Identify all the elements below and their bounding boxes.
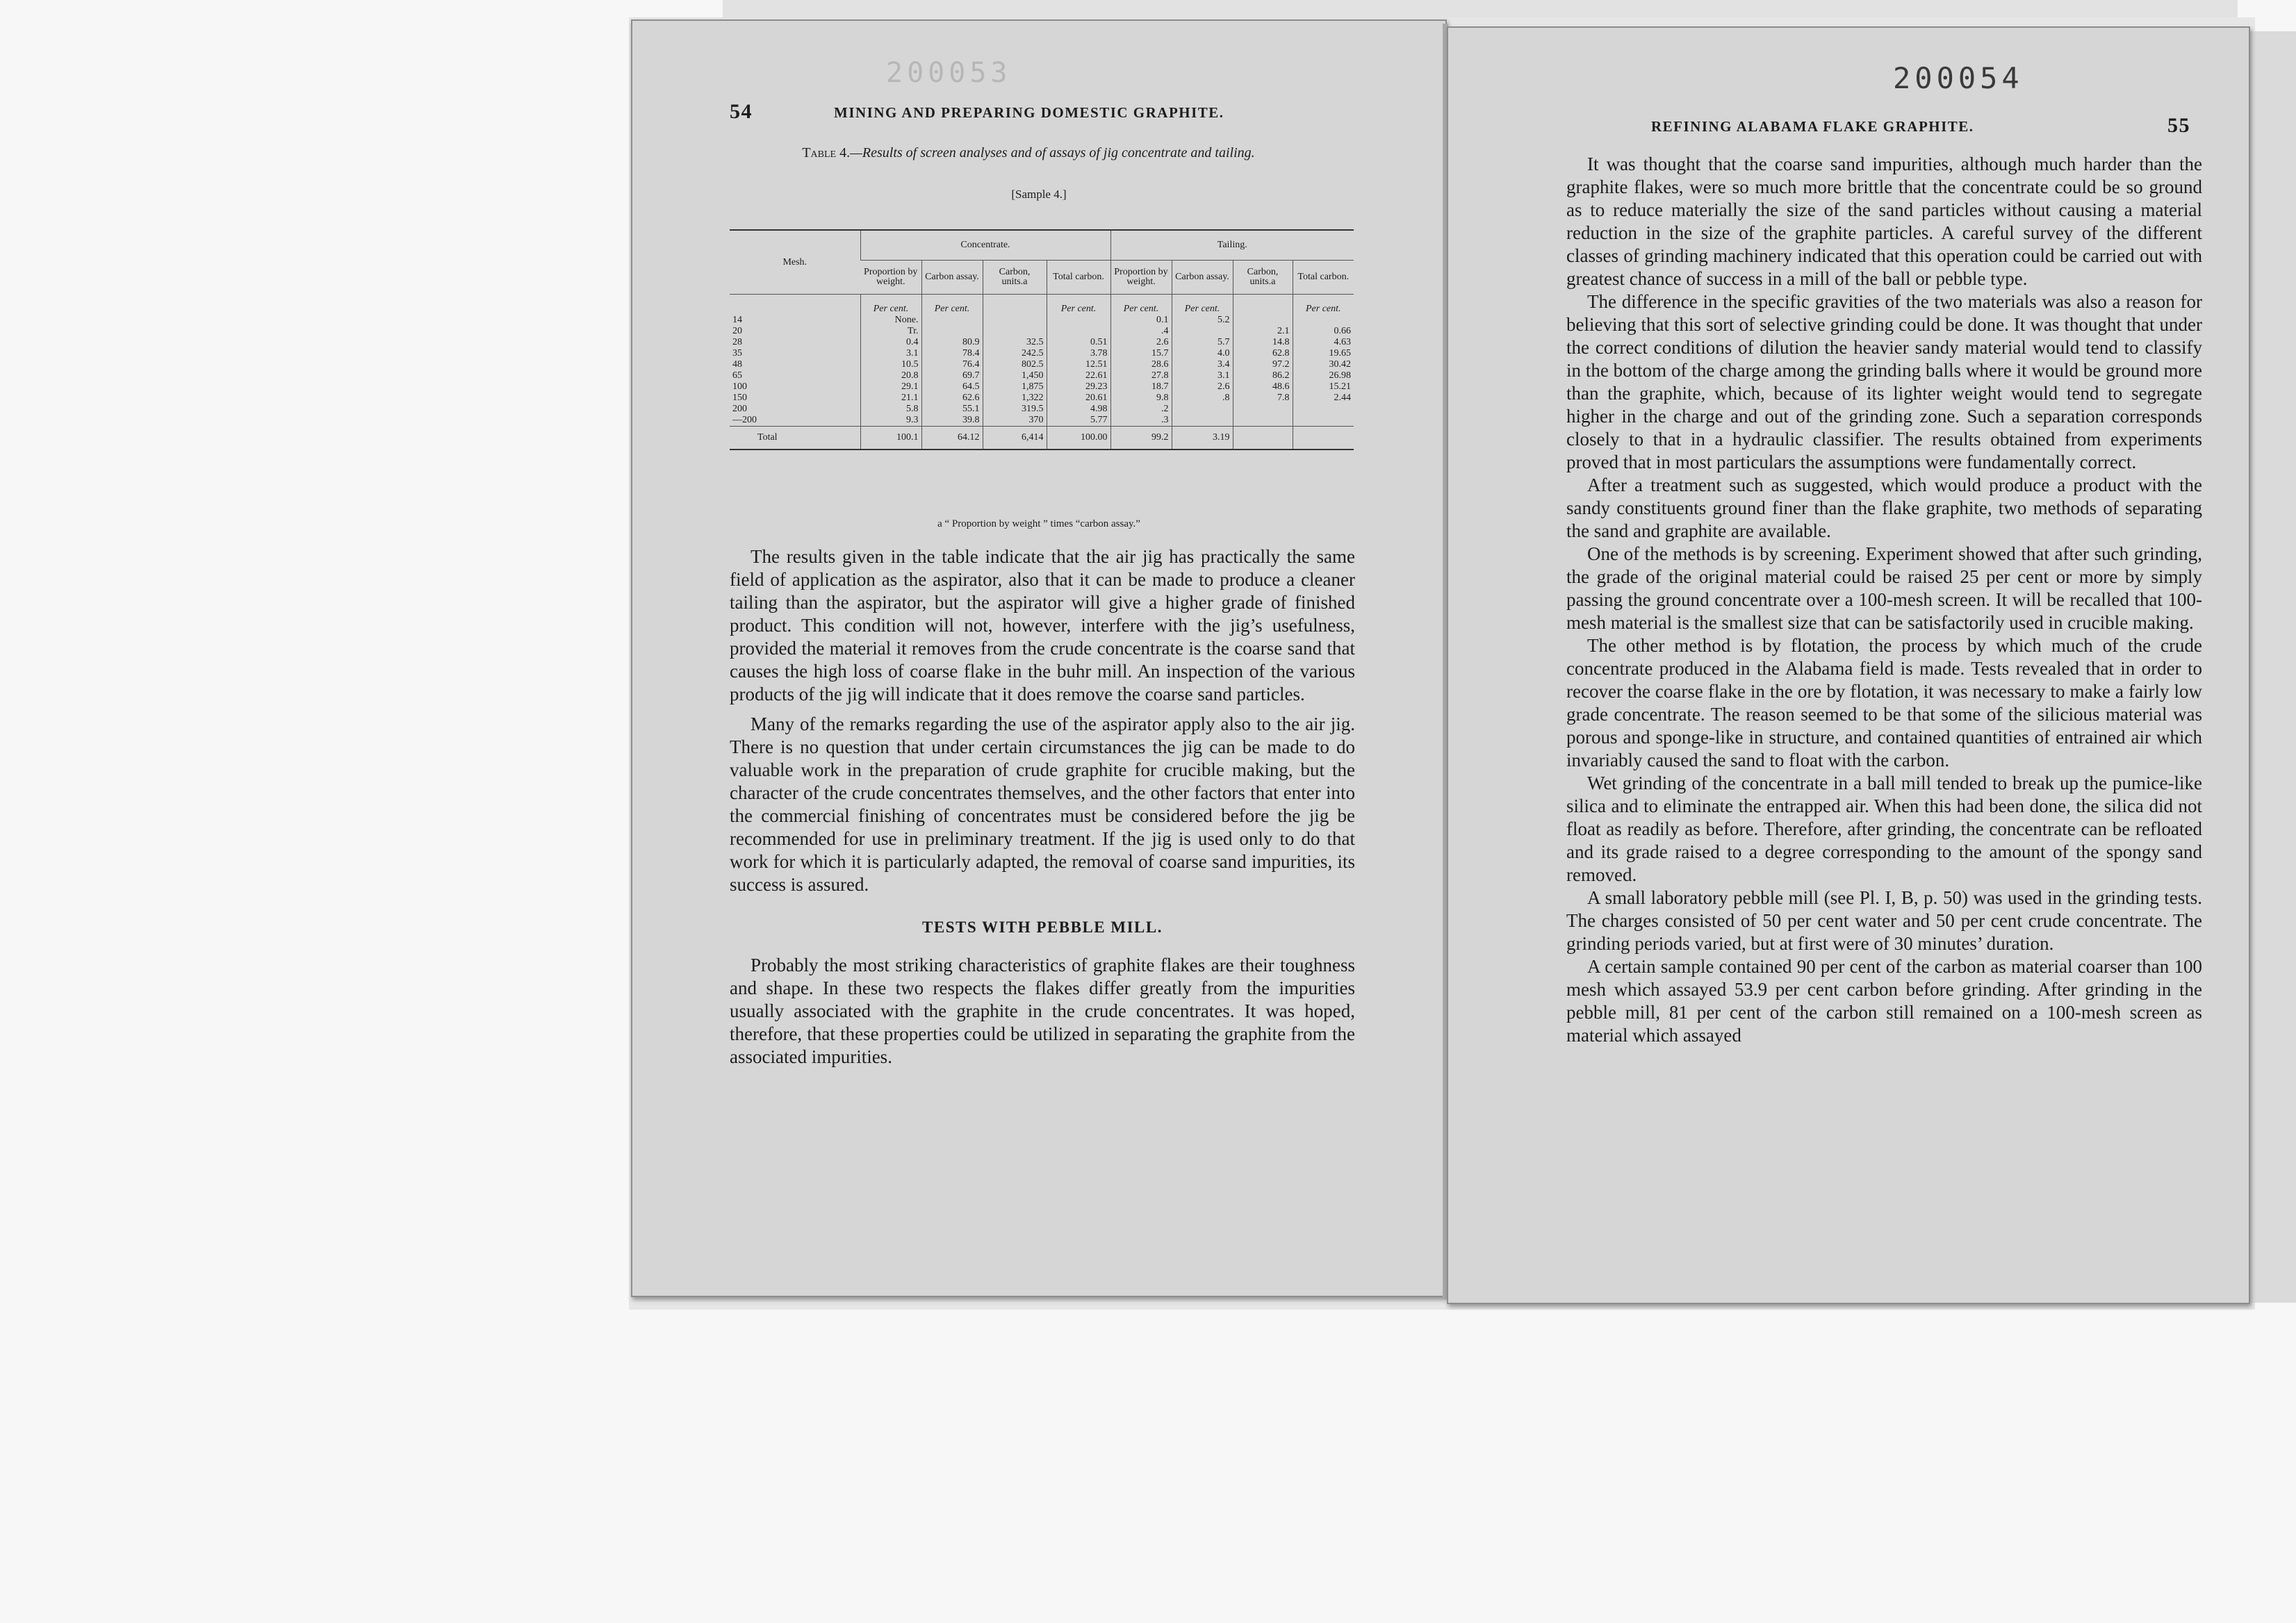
value-cell: 76.4 bbox=[921, 359, 983, 370]
total-cell bbox=[1293, 427, 1354, 450]
units-cell: Per cent. bbox=[1110, 295, 1172, 315]
total-label: Total bbox=[730, 427, 860, 450]
value-cell: 5.8 bbox=[860, 404, 921, 415]
table-caption bbox=[716, 145, 1341, 161]
units-cell: Per cent. bbox=[860, 295, 921, 315]
value-cell: 319.5 bbox=[983, 404, 1047, 415]
right-page-number: 55 bbox=[2167, 114, 2190, 137]
value-cell: 1,450 bbox=[983, 370, 1047, 381]
total-cell: 100.00 bbox=[1047, 427, 1110, 450]
value-cell: 78.4 bbox=[921, 348, 983, 359]
table-row bbox=[730, 348, 1354, 359]
value-cell bbox=[983, 315, 1047, 326]
value-cell bbox=[1233, 415, 1293, 427]
left-paragraph: Many of the remarks regarding the use of the aspirator apply also to the air jig. There is no question that under certain circumstances the jig can be made to do valuable work in the preparation of crude graphite for crucible making, but the character of the crude concentrates themselves, and the other factors that enter into the commercial finishing of concentrates must be considered before the jig be recommended for use in preliminary treatment. If the jig is used only to do that work for which it is particularly adapted, the removal of coarse sand impurities, its success is assured. bbox=[730, 714, 1355, 895]
table-caption-text: —Results of screen analyses and of assays of jig concentrate and tailing. bbox=[850, 145, 1255, 160]
value-cell: 9.8 bbox=[1110, 393, 1172, 404]
value-cell: 28.6 bbox=[1110, 359, 1172, 370]
table-caption-label: Table 4. bbox=[802, 145, 851, 160]
column-header: Total carbon. bbox=[1047, 261, 1110, 295]
mesh-cell: 100 bbox=[732, 381, 747, 392]
left-paragraph: Probably the most striking characteristics of graphite flakes are their toughness and shape. In these two respects the flakes differ greatly from the impurities usually associated with the graphite in the crude concentrates. It was hoped, therefore, that these properties could be utilized in separating the graphite from the associated impurities. bbox=[730, 955, 1355, 1067]
value-cell: 10.5 bbox=[860, 359, 921, 370]
value-cell: 5.7 bbox=[1172, 337, 1233, 348]
table-row bbox=[730, 359, 1354, 370]
stamped-number: 200054 bbox=[1893, 61, 2024, 95]
value-cell: 802.5 bbox=[983, 359, 1047, 370]
value-cell: 7.8 bbox=[1233, 393, 1293, 404]
value-cell bbox=[921, 315, 983, 326]
left-body-text bbox=[730, 545, 1355, 1069]
value-cell: 2.6 bbox=[1172, 381, 1233, 393]
total-cell: 99.2 bbox=[1110, 427, 1172, 450]
value-cell: .3 bbox=[1110, 415, 1172, 427]
value-cell: 3.4 bbox=[1172, 359, 1233, 370]
concentrate-header: Concentrate. bbox=[860, 230, 1110, 261]
units-cell: Per cent. bbox=[1047, 295, 1110, 315]
value-cell: 19.65 bbox=[1293, 348, 1354, 359]
total-row bbox=[730, 427, 1354, 450]
section-heading: TESTS WITH PEBBLE MILL. bbox=[922, 918, 1163, 936]
units-cell bbox=[983, 295, 1047, 315]
value-cell: 20.8 bbox=[860, 370, 921, 381]
value-cell: 2.1 bbox=[1233, 326, 1293, 337]
value-cell: 64.5 bbox=[921, 381, 983, 393]
value-cell: 20.61 bbox=[1047, 393, 1110, 404]
total-cell: 64.12 bbox=[921, 427, 983, 450]
left-paragraph: The results given in the table indicate that the air jig has practically the same field of application as the aspirator, also that it can be made to produce a cleaner tailing than the aspirator, but the aspirator will give a higher grade of finished product. This condition will not, however, interfere with the jig’s usefulness, provided the material it removes from the crude concentrate is the coarse sand that causes the high loss of coarse flake in the buhr mill. An inspection of the various products of the jig will indicate that it does remove the coarse sand particles. bbox=[730, 546, 1355, 705]
value-cell: 39.8 bbox=[921, 415, 983, 427]
value-cell: 370 bbox=[983, 415, 1047, 427]
value-cell: 4.0 bbox=[1172, 348, 1233, 359]
table-row bbox=[730, 404, 1354, 415]
table-row bbox=[730, 393, 1354, 404]
column-header: Carbon assay. bbox=[921, 261, 983, 295]
value-cell: 4.98 bbox=[1047, 404, 1110, 415]
column-header: Total carbon. bbox=[1293, 261, 1354, 295]
value-cell: 15.21 bbox=[1293, 381, 1354, 393]
value-cell: 9.3 bbox=[860, 415, 921, 427]
table-row bbox=[730, 415, 1354, 427]
left-page-number: 54 bbox=[730, 100, 753, 123]
table-row bbox=[730, 326, 1354, 337]
value-cell: 3.78 bbox=[1047, 348, 1110, 359]
value-cell: 69.7 bbox=[921, 370, 983, 381]
right-paragraph: It was thought that the coarse sand impurities, although much harder than the graphite flakes, were so much more brittle that the concentrate could be so ground as to reduce materially the size of the sand particles without causing a material reduction in the size of the graphite particles. A careful survey of the different classes of grinding machinery indicated that this operation could be carried out with greatest chance of success in a mill of the ball or pebble type. bbox=[1566, 154, 2202, 289]
right-paragraph: After a treatment such as suggested, which would produce a product with the sandy constituents ground finer than the flake graphite, two methods of separating the sand and graphite are available. bbox=[1566, 475, 2202, 541]
value-cell: 0.1 bbox=[1110, 315, 1172, 326]
right-page bbox=[1447, 26, 2250, 1304]
value-cell: 22.61 bbox=[1047, 370, 1110, 381]
right-body-text bbox=[1566, 153, 2202, 1047]
value-cell: 62.6 bbox=[921, 393, 983, 404]
value-cell bbox=[1047, 315, 1110, 326]
value-cell: 4.63 bbox=[1293, 337, 1354, 348]
column-header: Carbon, units.a bbox=[1233, 261, 1293, 295]
value-cell: None. bbox=[860, 315, 921, 326]
units-cell: Per cent. bbox=[1172, 295, 1233, 315]
scanner-right-edge bbox=[2250, 31, 2296, 1303]
value-cell bbox=[1047, 326, 1110, 337]
value-cell: 1,875 bbox=[983, 381, 1047, 393]
value-cell bbox=[1233, 404, 1293, 415]
value-cell: 97.2 bbox=[1233, 359, 1293, 370]
value-cell bbox=[1233, 315, 1293, 326]
column-header: Proportion by weight. bbox=[860, 261, 921, 295]
right-paragraph: The difference in the specific gravities of the two materials was also a reason for believing that this sort of selective grinding could be done. It was thought that under the correct conditions of dilution the heavier sandy material would tend to classify in the bottom of the charge among the grinding balls where it would be ground more than the graphite, which, because of its lighter weight would tend to segregate higher in the charge and out of the grinding zone. Such a separation corresponds closely to that in a hydraulic classifier. The results obtained from experiments proved that in most particulars the assumptions were fundamentally correct. bbox=[1566, 291, 2202, 472]
value-cell: 3.1 bbox=[1172, 370, 1233, 381]
value-cell: 21.1 bbox=[860, 393, 921, 404]
mesh-cell: 65 bbox=[732, 370, 742, 381]
value-cell: 86.2 bbox=[1233, 370, 1293, 381]
value-cell: 27.8 bbox=[1110, 370, 1172, 381]
column-header: Carbon assay. bbox=[1172, 261, 1233, 295]
value-cell: 48.6 bbox=[1233, 381, 1293, 393]
mesh-cell: —200 bbox=[732, 415, 757, 425]
right-paragraph: One of the methods is by screening. Experiment showed that after such grinding, the grade of the original material could be raised 25 per cent or more by simply passing the ground concentrate over a 100-mesh screen. It will be recalled that 100-mesh material is the smallest size that can be satisfactorily used in crucible making. bbox=[1566, 543, 2202, 633]
right-paragraph: A small laboratory pebble mill (see Pl. I, B, p. 50) was used in the grinding tests. The charges consisted of 50 per cent water and 50 per cent crude concentrate. The grinding periods varied, but at first were of 30 minutes’ duration. bbox=[1566, 887, 2202, 954]
total-cell: 3.19 bbox=[1172, 427, 1233, 450]
value-cell bbox=[1172, 326, 1233, 337]
value-cell: 3.1 bbox=[860, 348, 921, 359]
jig-results-table bbox=[730, 229, 1354, 450]
right-paragraph: Wet grinding of the concentrate in a ball mill tended to break up the pumice-like silica and to eliminate the entrapped air. When this had been done, the silica did not float as readily as before. Therefore, after grinding, the concentrate can be refloated and its grade raised to a degree corresponding to the amount of the spongy sand removed. bbox=[1566, 773, 2202, 885]
units-cell: Per cent. bbox=[921, 295, 983, 315]
value-cell: 5.77 bbox=[1047, 415, 1110, 427]
table-row bbox=[730, 315, 1354, 326]
value-cell: 14.8 bbox=[1233, 337, 1293, 348]
bleed-through-number: 200053 bbox=[886, 57, 1012, 89]
right-paragraph: The other method is by flotation, the process by which much of the crude concentrate produced in the Alabama field is made. Tests revealed that in order to recover the coarse flake in the ore by flotation, it was necessary to make a fairly low grade concentrate. The reason seemed to be that some of the silicious material was porous and sponge-like in structure, and contained quantities of entrained air which invariably caused the sand to float with the carbon. bbox=[1566, 635, 2202, 771]
table-footnote: a “ Proportion by weight ” times “carbon assay.” bbox=[937, 518, 1140, 529]
value-cell: 0.4 bbox=[860, 337, 921, 348]
mesh-cell: 150 bbox=[732, 393, 747, 403]
total-cell: 6,414 bbox=[983, 427, 1047, 450]
right-running-title: REFINING ALABAMA FLAKE GRAPHITE. bbox=[1651, 118, 1974, 135]
column-header: Proportion by weight. bbox=[1110, 261, 1172, 295]
value-cell: 26.98 bbox=[1293, 370, 1354, 381]
mesh-cell: 20 bbox=[732, 326, 742, 336]
total-cell: 100.1 bbox=[860, 427, 921, 450]
value-cell bbox=[921, 326, 983, 337]
value-cell bbox=[983, 326, 1047, 337]
value-cell: .8 bbox=[1172, 393, 1233, 404]
value-cell: Tr. bbox=[860, 326, 921, 337]
value-cell: 30.42 bbox=[1293, 359, 1354, 370]
value-cell: 12.51 bbox=[1047, 359, 1110, 370]
table-row bbox=[730, 370, 1354, 381]
value-cell: 0.66 bbox=[1293, 326, 1354, 337]
units-row bbox=[730, 295, 1354, 315]
value-cell: 18.7 bbox=[1110, 381, 1172, 393]
value-cell: 242.5 bbox=[983, 348, 1047, 359]
value-cell: 2.44 bbox=[1293, 393, 1354, 404]
value-cell: 29.23 bbox=[1047, 381, 1110, 393]
units-cell bbox=[730, 295, 860, 315]
mesh-header: Mesh. bbox=[730, 230, 860, 295]
value-cell bbox=[1293, 315, 1354, 326]
value-cell: 55.1 bbox=[921, 404, 983, 415]
mesh-cell: 200 bbox=[732, 404, 747, 414]
tailing-header: Tailing. bbox=[1110, 230, 1354, 261]
value-cell: 62.8 bbox=[1233, 348, 1293, 359]
mesh-cell: 35 bbox=[732, 348, 742, 359]
value-cell: .2 bbox=[1110, 404, 1172, 415]
mesh-cell: 48 bbox=[732, 359, 742, 370]
column-header: Carbon, units.a bbox=[983, 261, 1047, 295]
table-row bbox=[730, 337, 1354, 348]
table-row bbox=[730, 381, 1354, 393]
units-cell bbox=[1233, 295, 1293, 315]
value-cell: 15.7 bbox=[1110, 348, 1172, 359]
total-cell bbox=[1233, 427, 1293, 450]
value-cell: 0.51 bbox=[1047, 337, 1110, 348]
value-cell: 80.9 bbox=[921, 337, 983, 348]
value-cell: .4 bbox=[1110, 326, 1172, 337]
units-cell: Per cent. bbox=[1293, 295, 1354, 315]
value-cell bbox=[1293, 404, 1354, 415]
mesh-cell: 14 bbox=[732, 315, 742, 325]
left-page bbox=[631, 19, 1447, 1297]
value-cell bbox=[1172, 404, 1233, 415]
left-running-title: MINING AND PREPARING DOMESTIC GRAPHITE. bbox=[834, 104, 1224, 121]
value-cell bbox=[1172, 415, 1233, 427]
right-paragraph: A certain sample contained 90 per cent of the carbon as material coarser than 100 mesh which assayed 53.9 per cent carbon before grinding. After grinding in the pebble mill, 81 per cent of the carbon still remained on a 100-mesh screen as material which assayed bbox=[1566, 956, 2202, 1046]
value-cell: 29.1 bbox=[860, 381, 921, 393]
value-cell: 32.5 bbox=[983, 337, 1047, 348]
value-cell: 2.6 bbox=[1110, 337, 1172, 348]
value-cell bbox=[1293, 415, 1354, 427]
table-sample-label: [Sample 4.] bbox=[1011, 188, 1067, 201]
value-cell: 5.2 bbox=[1172, 315, 1233, 326]
mesh-cell: 28 bbox=[732, 337, 742, 347]
value-cell: 1,322 bbox=[983, 393, 1047, 404]
